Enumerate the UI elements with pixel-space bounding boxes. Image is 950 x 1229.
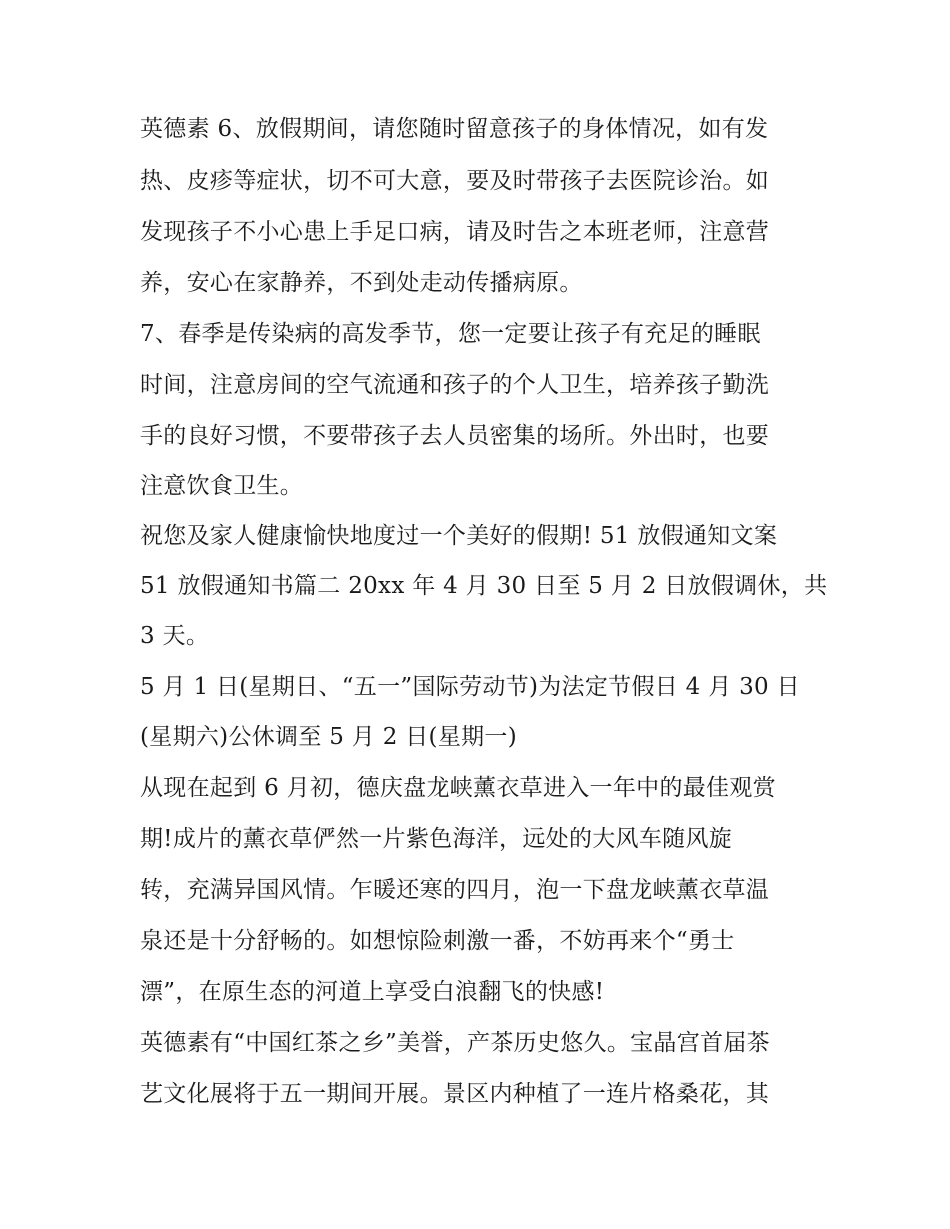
text-line: 英德素 6、放假期间，请您随时留意孩子的身体情况，如有发: [140, 116, 769, 142]
text-line: 51 放假通知书篇二 20xx 年 4 月 30 日至 5 月 2 日放假调休，共: [140, 573, 828, 599]
text-line: 转，充满异国风情。乍暖还寒的四月，泡一下盘龙峡薰衣草温: [140, 877, 770, 903]
text-line: 发现孩子不小心患上手足口病，请及时告之本班老师，注意营: [140, 219, 770, 245]
text-line: (星期六)公休调至 5 月 2 日(星期一): [140, 724, 518, 750]
text-line: 手的良好习惯，不要带孩子去人员密集的场所。外出时，也要: [140, 423, 770, 449]
text-line: 5 月 1 日(星期日、“五一”国际劳动节)为法定节假日 4 月 30 日: [140, 674, 800, 700]
text-line: 英德素有“中国红茶之乡”美誉，产茶历史悠久。宝晶宫首届茶: [140, 1030, 770, 1056]
text-line: 艺文化展将于五一期间开展。景区内种植了一连片格桑花，其: [140, 1081, 770, 1107]
text-line: 3 天。: [140, 623, 210, 649]
text-line: 期!成片的薰衣草俨然一片紫色海洋，远处的大风车随风旋: [140, 826, 733, 852]
text-line: 注意饮食卫生。: [140, 473, 304, 499]
text-line: 养，安心在家静养，不到处走动传播病原。: [140, 270, 583, 296]
text-line: 7、春季是传染病的高发季节，您一定要让孩子有充足的睡眠: [140, 321, 761, 347]
text-line: 漂”，在原生态的河道上享受白浪翻飞的快感!: [140, 979, 605, 1005]
text-line: 祝您及家人健康愉快地度过一个美好的假期! 51 放假通知文案: [140, 523, 778, 549]
text-line: 时间，注意房间的空气流通和孩子的个人卫生，培养孩子勤洗: [140, 372, 770, 398]
text-line: 从现在起到 6 月初，德庆盘龙峡薰衣草进入一年中的最佳观赏: [140, 775, 776, 801]
text-line: 泉还是十分舒畅的。如想惊险刺激一番，不妨再来个“勇士: [140, 928, 735, 954]
text-line: 热、皮疹等症状，切不可大意，要及时带孩子去医院诊治。如: [140, 168, 770, 194]
